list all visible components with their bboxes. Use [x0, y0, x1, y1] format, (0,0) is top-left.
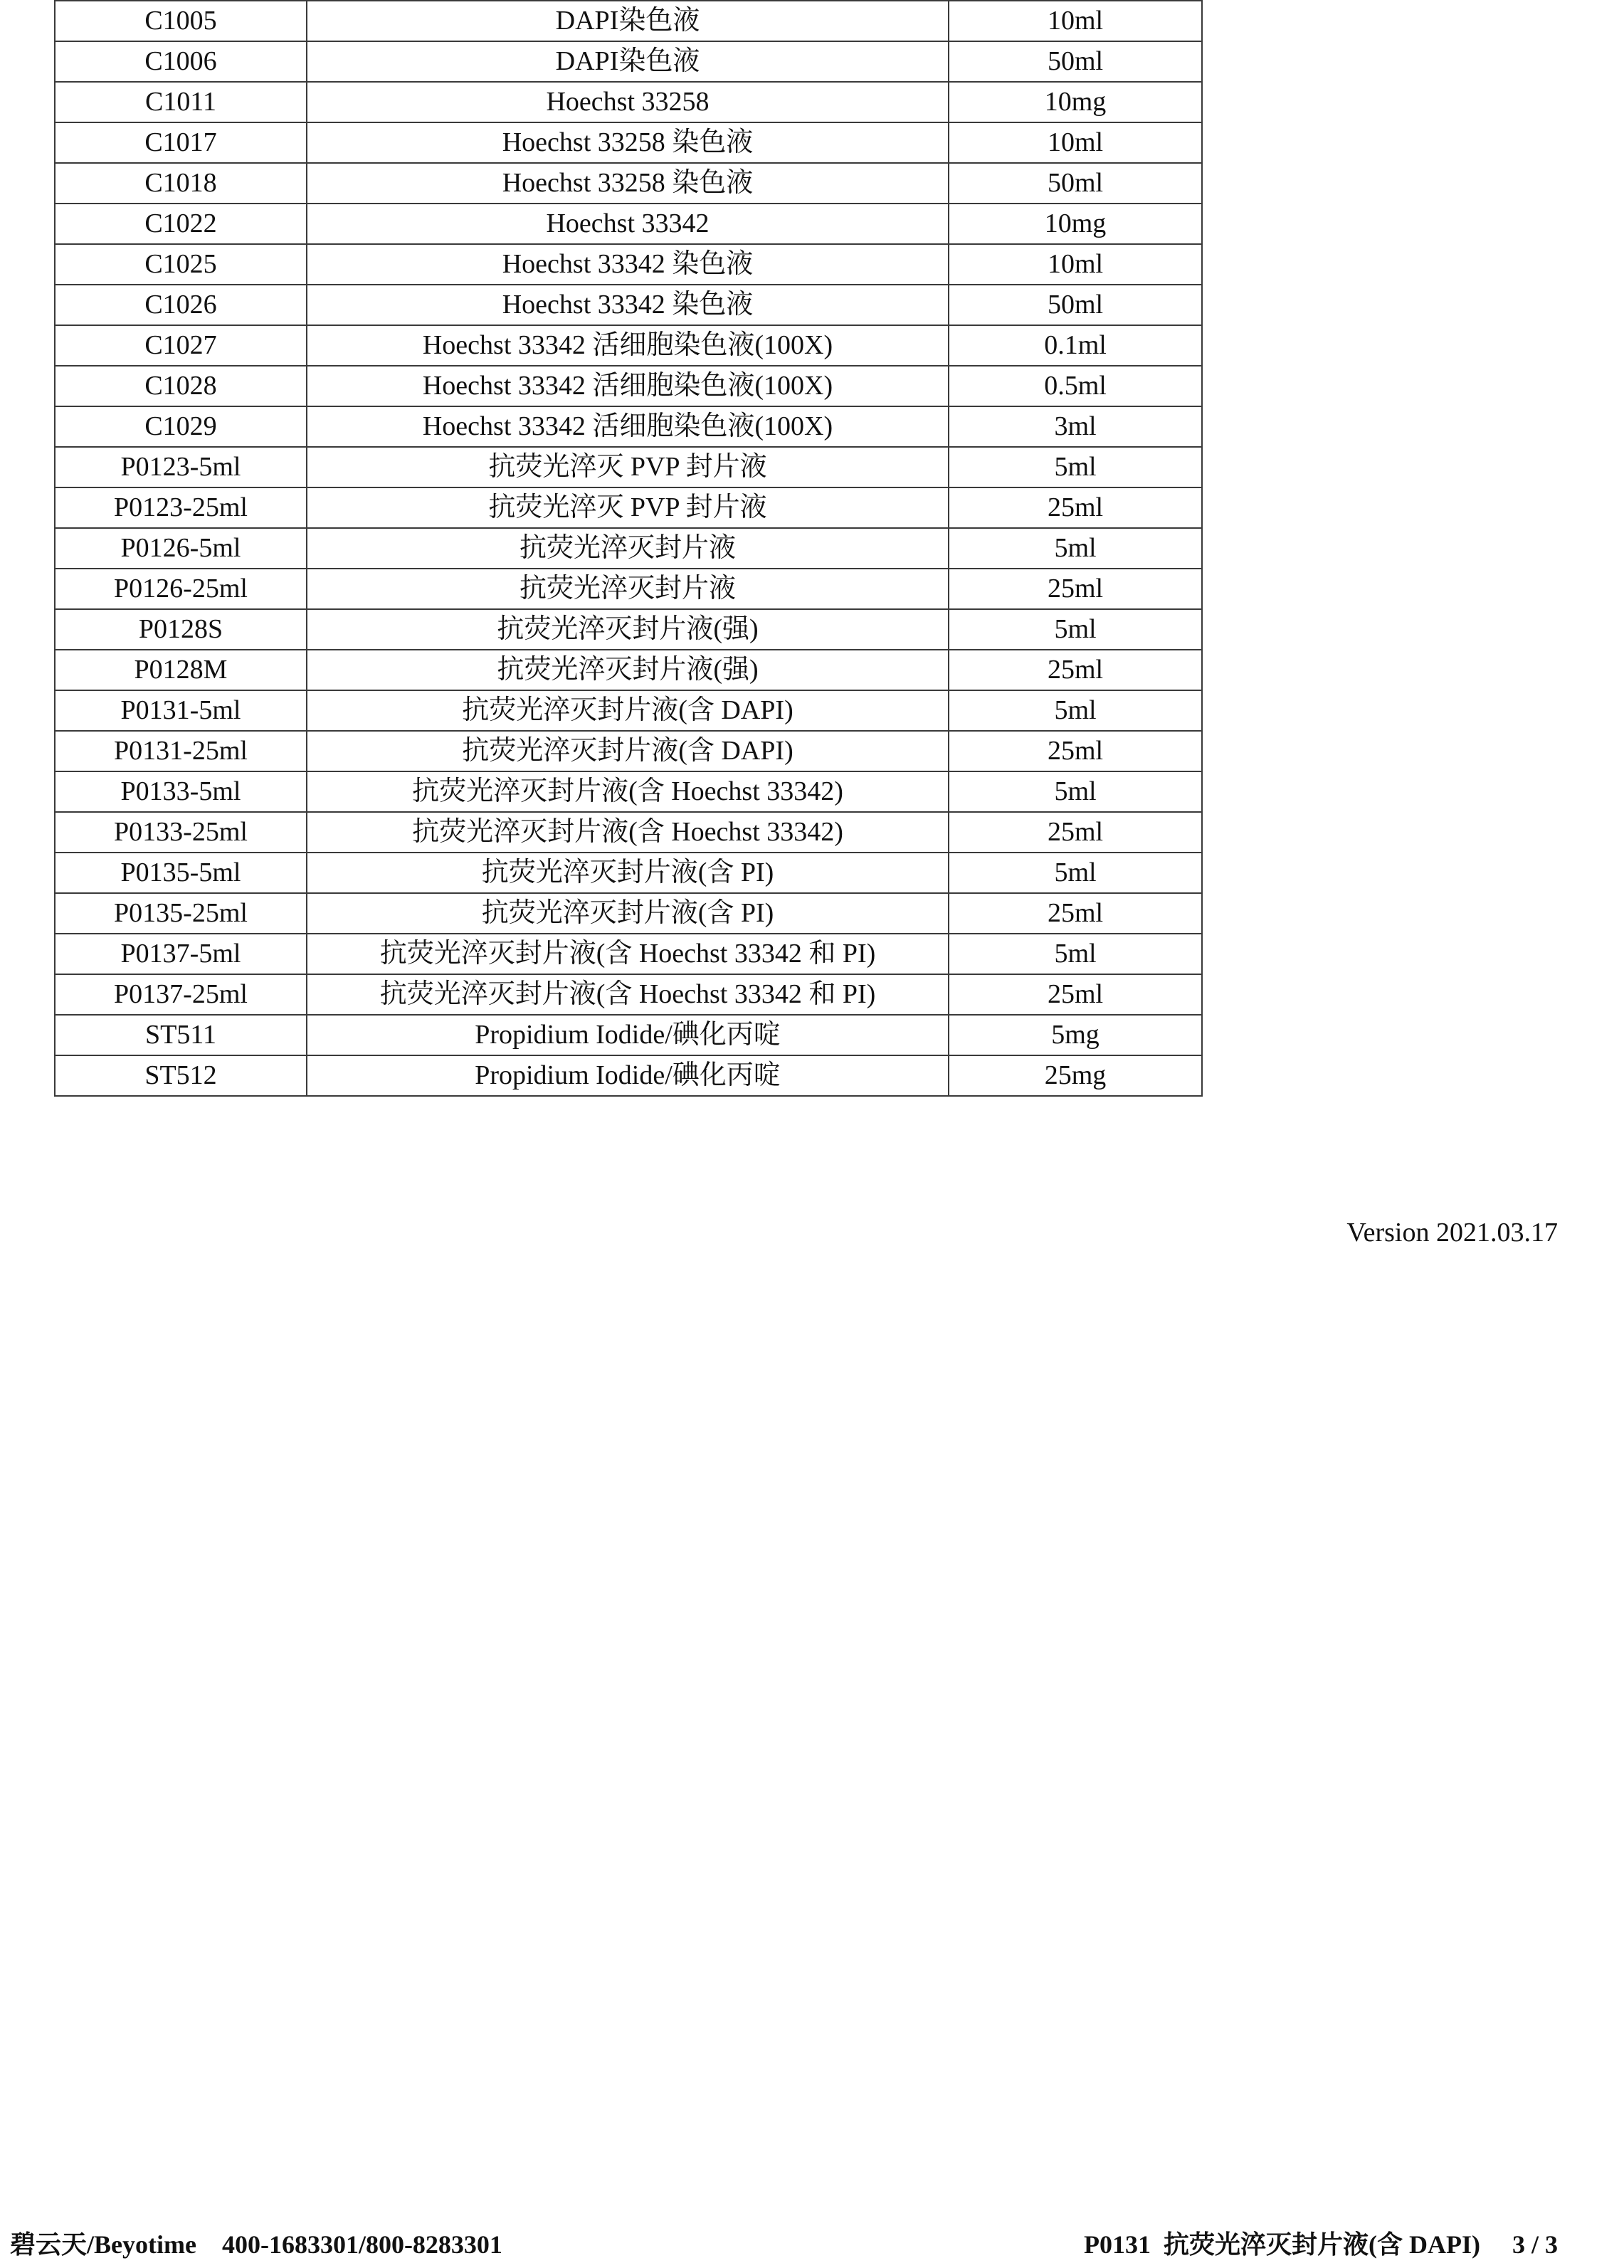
- table-row: [55, 650, 1202, 690]
- cell-product-code: C1017: [55, 122, 307, 163]
- cell-product-code: P0131-5ml: [55, 690, 307, 731]
- cell-product-code: P0137-5ml: [55, 934, 307, 974]
- cell-product-size: 25ml: [949, 731, 1202, 771]
- cell-product-name: Hoechst 33258: [307, 82, 949, 122]
- cell-product-name: Propidium Iodide/碘化丙啶: [307, 1015, 949, 1055]
- cell-product-name: Hoechst 33342 活细胞染色液(100X): [307, 406, 949, 447]
- table-row: [55, 1055, 1202, 1096]
- cell-product-name: 抗荧光淬灭封片液(含 Hoechst 33342 和 PI): [307, 934, 949, 974]
- table-row: [55, 366, 1202, 406]
- table-row: [55, 82, 1202, 122]
- cell-product-code: P0133-25ml: [55, 812, 307, 853]
- cell-product-code: C1029: [55, 406, 307, 447]
- cell-product-size: 50ml: [949, 163, 1202, 204]
- cell-product-name: Propidium Iodide/碘化丙啶: [307, 1055, 949, 1096]
- cell-product-size: 10mg: [949, 82, 1202, 122]
- table-row: [55, 406, 1202, 447]
- table-row: [55, 1015, 1202, 1055]
- cell-product-code: P0126-25ml: [55, 569, 307, 609]
- cell-product-size: 10ml: [949, 244, 1202, 285]
- cell-product-name: 抗荧光淬灭 PVP 封片液: [307, 447, 949, 487]
- cell-product-code: ST512: [55, 1055, 307, 1096]
- cell-product-name: 抗荧光淬灭 PVP 封片液: [307, 487, 949, 528]
- cell-product-name: 抗荧光淬灭封片液(含 Hoechst 33342): [307, 771, 949, 812]
- table-row: [55, 487, 1202, 528]
- cell-product-code: C1018: [55, 163, 307, 204]
- table-row: [55, 528, 1202, 569]
- cell-product-name: 抗荧光淬灭封片液(含 DAPI): [307, 731, 949, 771]
- cell-product-code: P0131-25ml: [55, 731, 307, 771]
- table-row: [55, 853, 1202, 893]
- cell-product-size: 5ml: [949, 690, 1202, 731]
- footer-company: 碧云天/Beyotime: [10, 2230, 196, 2259]
- cell-product-size: 50ml: [949, 285, 1202, 325]
- cell-product-code: C1006: [55, 41, 307, 82]
- table-row: [55, 1, 1202, 41]
- cell-product-code: P0128M: [55, 650, 307, 690]
- footer-page-number: 3 / 3: [1512, 2230, 1558, 2259]
- cell-product-code: C1005: [55, 1, 307, 41]
- cell-product-name: 抗荧光淬灭封片液(强): [307, 650, 949, 690]
- table-body: [55, 1, 1202, 1096]
- cell-product-name: DAPI染色液: [307, 41, 949, 82]
- cell-product-size: 5ml: [949, 447, 1202, 487]
- table-row: [55, 204, 1202, 244]
- cell-product-name: 抗荧光淬灭封片液(强): [307, 609, 949, 650]
- cell-product-size: 50ml: [949, 41, 1202, 82]
- cell-product-size: 10ml: [949, 1, 1202, 41]
- table-row: [55, 934, 1202, 974]
- cell-product-code: C1011: [55, 82, 307, 122]
- cell-product-code: P0133-5ml: [55, 771, 307, 812]
- cell-product-size: 5ml: [949, 528, 1202, 569]
- cell-product-code: P0128S: [55, 609, 307, 650]
- table-row: [55, 731, 1202, 771]
- cell-product-size: 5mg: [949, 1015, 1202, 1055]
- cell-product-name: 抗荧光淬灭封片液: [307, 528, 949, 569]
- cell-product-code: C1026: [55, 285, 307, 325]
- cell-product-size: 25ml: [949, 487, 1202, 528]
- cell-product-size: 25ml: [949, 569, 1202, 609]
- cell-product-code: P0135-5ml: [55, 853, 307, 893]
- cell-product-size: 25mg: [949, 1055, 1202, 1096]
- cell-product-size: 25ml: [949, 812, 1202, 853]
- cell-product-size: 5ml: [949, 771, 1202, 812]
- table-row: [55, 771, 1202, 812]
- cell-product-name: DAPI染色液: [307, 1, 949, 41]
- table-row: [55, 325, 1202, 366]
- cell-product-code: C1027: [55, 325, 307, 366]
- cell-product-name: 抗荧光淬灭封片液(含 PI): [307, 853, 949, 893]
- cell-product-code: C1022: [55, 204, 307, 244]
- cell-product-size: 3ml: [949, 406, 1202, 447]
- cell-product-name: Hoechst 33258 染色液: [307, 163, 949, 204]
- cell-product-code: P0137-25ml: [55, 974, 307, 1015]
- cell-product-size: 5ml: [949, 853, 1202, 893]
- table-row: [55, 812, 1202, 853]
- footer-right: [1084, 2227, 1558, 2262]
- cell-product-size: 0.5ml: [949, 366, 1202, 406]
- table-row: [55, 163, 1202, 204]
- cell-product-name: Hoechst 33342 活细胞染色液(100X): [307, 325, 949, 366]
- table-row: [55, 447, 1202, 487]
- table-row: [55, 609, 1202, 650]
- cell-product-code: P0126-5ml: [55, 528, 307, 569]
- cell-product-code: P0123-25ml: [55, 487, 307, 528]
- table-row: [55, 893, 1202, 934]
- table-row: [55, 974, 1202, 1015]
- cell-product-name: 抗荧光淬灭封片液(含 DAPI): [307, 690, 949, 731]
- product-table: [54, 0, 1203, 1097]
- cell-product-size: 5ml: [949, 934, 1202, 974]
- cell-product-size: 25ml: [949, 650, 1202, 690]
- cell-product-name: 抗荧光淬灭封片液: [307, 569, 949, 609]
- footer-left: [10, 2227, 502, 2262]
- table-row: [55, 285, 1202, 325]
- table-row: [55, 41, 1202, 82]
- cell-product-size: 25ml: [949, 893, 1202, 934]
- table-row: [55, 690, 1202, 731]
- cell-product-name: Hoechst 33342 染色液: [307, 244, 949, 285]
- cell-product-name: Hoechst 33342 活细胞染色液(100X): [307, 366, 949, 406]
- cell-product-name: 抗荧光淬灭封片液(含 Hoechst 33342): [307, 812, 949, 853]
- footer-product-name: 抗荧光淬灭封片液(含 DAPI): [1164, 2230, 1480, 2259]
- cell-product-name: 抗荧光淬灭封片液(含 PI): [307, 893, 949, 934]
- cell-product-size: 0.1ml: [949, 325, 1202, 366]
- cell-product-name: Hoechst 33258 染色液: [307, 122, 949, 163]
- cell-product-name: Hoechst 33342 染色液: [307, 285, 949, 325]
- version-label: Version 2021.03.17: [1346, 1218, 1558, 1248]
- footer-phone: 400-1683301/800-8283301: [221, 2230, 502, 2259]
- table-row: [55, 244, 1202, 285]
- cell-product-code: P0123-5ml: [55, 447, 307, 487]
- cell-product-code: C1028: [55, 366, 307, 406]
- table-row: [55, 122, 1202, 163]
- cell-product-code: C1025: [55, 244, 307, 285]
- footer-product-code: P0131: [1084, 2230, 1151, 2259]
- cell-product-size: 10ml: [949, 122, 1202, 163]
- cell-product-size: 10mg: [949, 204, 1202, 244]
- cell-product-code: ST511: [55, 1015, 307, 1055]
- table-row: [55, 569, 1202, 609]
- cell-product-code: P0135-25ml: [55, 893, 307, 934]
- cell-product-name: Hoechst 33342: [307, 204, 949, 244]
- cell-product-size: 5ml: [949, 609, 1202, 650]
- cell-product-size: 25ml: [949, 974, 1202, 1015]
- cell-product-name: 抗荧光淬灭封片液(含 Hoechst 33342 和 PI): [307, 974, 949, 1015]
